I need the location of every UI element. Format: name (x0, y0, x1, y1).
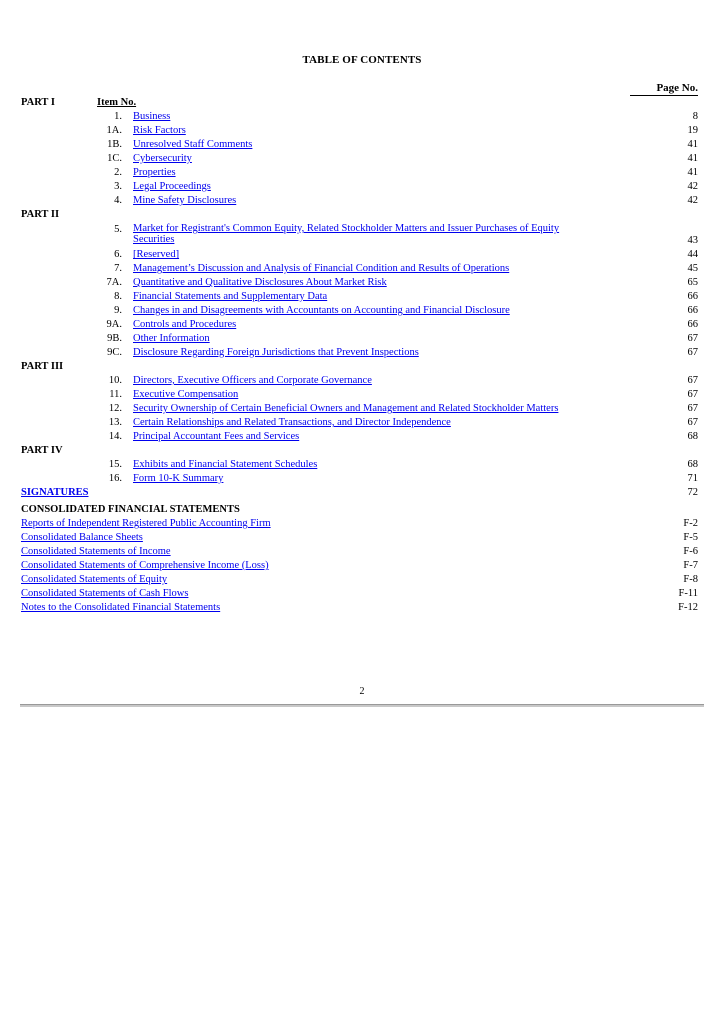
item-number: 9B. (107, 333, 122, 344)
page-number: 41 (687, 153, 698, 164)
page-number: F-5 (683, 532, 698, 543)
page-number: 66 (687, 291, 698, 302)
toc-row (0, 138, 724, 152)
toc-link[interactable]: Business (133, 111, 171, 122)
page-number: 67 (687, 417, 698, 428)
toc-row (0, 152, 724, 166)
page-number: 41 (687, 139, 698, 150)
page-number: 67 (687, 389, 698, 400)
page-number: 41 (687, 167, 698, 178)
fs-row (0, 531, 724, 545)
footer-page-number: 2 (359, 686, 365, 697)
toc-link[interactable]: Executive Compensation (133, 389, 239, 400)
fs-link[interactable]: Reports of Independent Registered Public Accounting Firm (21, 518, 271, 529)
toc-link[interactable]: Legal Proceedings (133, 181, 211, 192)
item-number: 12. (108, 403, 122, 414)
page-number: F-2 (683, 518, 698, 529)
item-number: 1C. (107, 153, 122, 164)
toc-row (0, 194, 724, 208)
toc-row (0, 222, 724, 248)
item-number: 1. (114, 111, 122, 122)
signatures-link[interactable]: SIGNATURES (21, 487, 89, 498)
fs-row (0, 559, 724, 573)
page-number: 44 (687, 249, 698, 260)
page-number: 67 (687, 333, 698, 344)
part-label: PART I (21, 97, 55, 108)
toc-link[interactable]: Market for Registrant's Common Equity, Related Stockholder Matters and Issuer Purchases of Equity Securities (133, 223, 560, 245)
page-number: 42 (687, 181, 698, 192)
page-number: F-8 (683, 574, 698, 585)
page-number: 67 (687, 347, 698, 358)
item-number: 1A. (106, 125, 122, 136)
part-row (0, 444, 724, 458)
item-number: 16. (108, 473, 122, 484)
toc-row (0, 346, 724, 360)
toc-row (0, 458, 724, 472)
page-number: 66 (687, 319, 698, 330)
toc-link[interactable]: Principal Accountant Fees and Services (133, 431, 300, 442)
page-title: TABLE OF CONTENTS (302, 54, 422, 66)
item-number: 4. (114, 195, 122, 206)
toc-link[interactable]: Form 10-K Summary (133, 473, 224, 484)
toc-row (0, 124, 724, 138)
page-number: 68 (687, 459, 698, 470)
item-no-header: Item No. (97, 97, 137, 108)
page-number: 43 (687, 235, 698, 246)
item-number: 10. (108, 375, 122, 386)
item-number: 6. (114, 249, 122, 260)
fs-row (0, 601, 724, 615)
fs-link[interactable]: Notes to the Consolidated Financial Statements (21, 602, 221, 613)
toc-link[interactable]: Mine Safety Disclosures (133, 195, 237, 206)
toc-link[interactable]: Risk Factors (133, 125, 186, 136)
item-number: 7A. (106, 277, 122, 288)
part-label: PART III (21, 361, 64, 372)
toc-row (0, 416, 724, 430)
section-heading-row (0, 503, 724, 517)
toc-row (0, 374, 724, 388)
toc-link[interactable]: Directors, Executive Officers and Corporate Governance (133, 375, 372, 386)
item-number: 13. (108, 417, 122, 428)
page-number: F-11 (678, 588, 698, 599)
toc-link[interactable]: [Reserved] (133, 249, 180, 260)
toc-link[interactable]: Financial Statements and Supplementary Data (133, 291, 328, 302)
part-label: PART II (21, 209, 60, 220)
item-number: 1B. (107, 139, 122, 150)
fs-row (0, 545, 724, 559)
item-number: 15. (108, 459, 122, 470)
page-number: 68 (687, 431, 698, 442)
toc-row (0, 110, 724, 124)
page-no-header: Page No. (630, 82, 698, 96)
page-number: 65 (687, 277, 698, 288)
toc-link[interactable]: Management’s Discussion and Analysis of Financial Condition and Results of Operations (133, 263, 510, 274)
page-number: 19 (687, 125, 698, 136)
page-divider (20, 704, 704, 707)
toc-link[interactable]: Quantitative and Qualitative Disclosures About Market Risk (133, 277, 387, 288)
toc-link[interactable]: Disclosure Regarding Foreign Jurisdictions that Prevent Inspections (133, 347, 419, 358)
toc-row (0, 290, 724, 304)
toc-row (0, 304, 724, 318)
toc-row (0, 180, 724, 194)
item-number: 7. (114, 263, 122, 274)
toc-link[interactable]: Exhibits and Financial Statement Schedules (133, 459, 318, 470)
page-number: 67 (687, 403, 698, 414)
page-number: 66 (687, 305, 698, 316)
toc-row (0, 388, 724, 402)
item-number: 14. (108, 431, 122, 442)
page-number: 67 (687, 375, 698, 386)
page-number: 71 (687, 473, 698, 484)
page-number: 72 (687, 487, 698, 498)
toc-row (0, 166, 724, 180)
toc-row (0, 318, 724, 332)
item-number: 9C. (107, 347, 122, 358)
toc-row (0, 430, 724, 444)
item-number: 2. (114, 167, 122, 178)
item-number: 9A. (106, 319, 122, 330)
page-number: F-6 (683, 546, 698, 557)
page-number: F-12 (678, 602, 698, 613)
toc-row (0, 402, 724, 416)
item-number: 3. (114, 181, 122, 192)
toc-link[interactable]: Controls and Procedures (133, 319, 237, 330)
page-number: F-7 (683, 560, 698, 571)
part-label: PART IV (21, 445, 63, 456)
fs-link[interactable]: Consolidated Statements of Cash Flows (21, 588, 189, 599)
toc-link[interactable]: Other Information (133, 333, 210, 344)
consolidated-heading: CONSOLIDATED FINANCIAL STATEMENTS (21, 504, 240, 515)
toc-link[interactable]: Unresolved Staff Comments (133, 139, 253, 150)
toc-row (0, 248, 724, 262)
toc-link[interactable]: Security Ownership of Certain Beneficial Owners and Management and Related Stockholder Matters (133, 403, 559, 414)
fs-link[interactable]: Consolidated Balance Sheets (21, 532, 143, 543)
part-row (0, 96, 724, 110)
fs-link[interactable]: Consolidated Statements of Equity (21, 574, 168, 585)
item-number: 9. (114, 305, 122, 316)
toc-row (0, 472, 724, 486)
toc-link[interactable]: Properties (133, 167, 176, 178)
page-number: 42 (687, 195, 698, 206)
part-row (0, 208, 724, 222)
page-number: 8 (692, 111, 698, 122)
fs-row (0, 587, 724, 601)
toc-row (0, 276, 724, 290)
fs-row (0, 573, 724, 587)
item-number: 11. (109, 389, 122, 400)
page-number: 45 (687, 263, 698, 274)
toc-link[interactable]: Certain Relationships and Related Transactions, and Director Independence (133, 417, 451, 428)
toc-row (0, 332, 724, 346)
fs-link[interactable]: Consolidated Statements of Income (21, 546, 171, 557)
item-number: 8. (114, 291, 122, 302)
toc-link[interactable]: Changes in and Disagreements with Accountants on Accounting and Financial Disclosure (133, 305, 510, 316)
signatures-row (0, 486, 724, 500)
item-number: 5. (114, 224, 122, 235)
toc-row (0, 262, 724, 276)
toc-link[interactable]: Cybersecurity (133, 153, 192, 164)
fs-row (0, 517, 724, 531)
part-row (0, 360, 724, 374)
fs-link[interactable]: Consolidated Statements of Comprehensive Income (Loss) (21, 560, 269, 571)
